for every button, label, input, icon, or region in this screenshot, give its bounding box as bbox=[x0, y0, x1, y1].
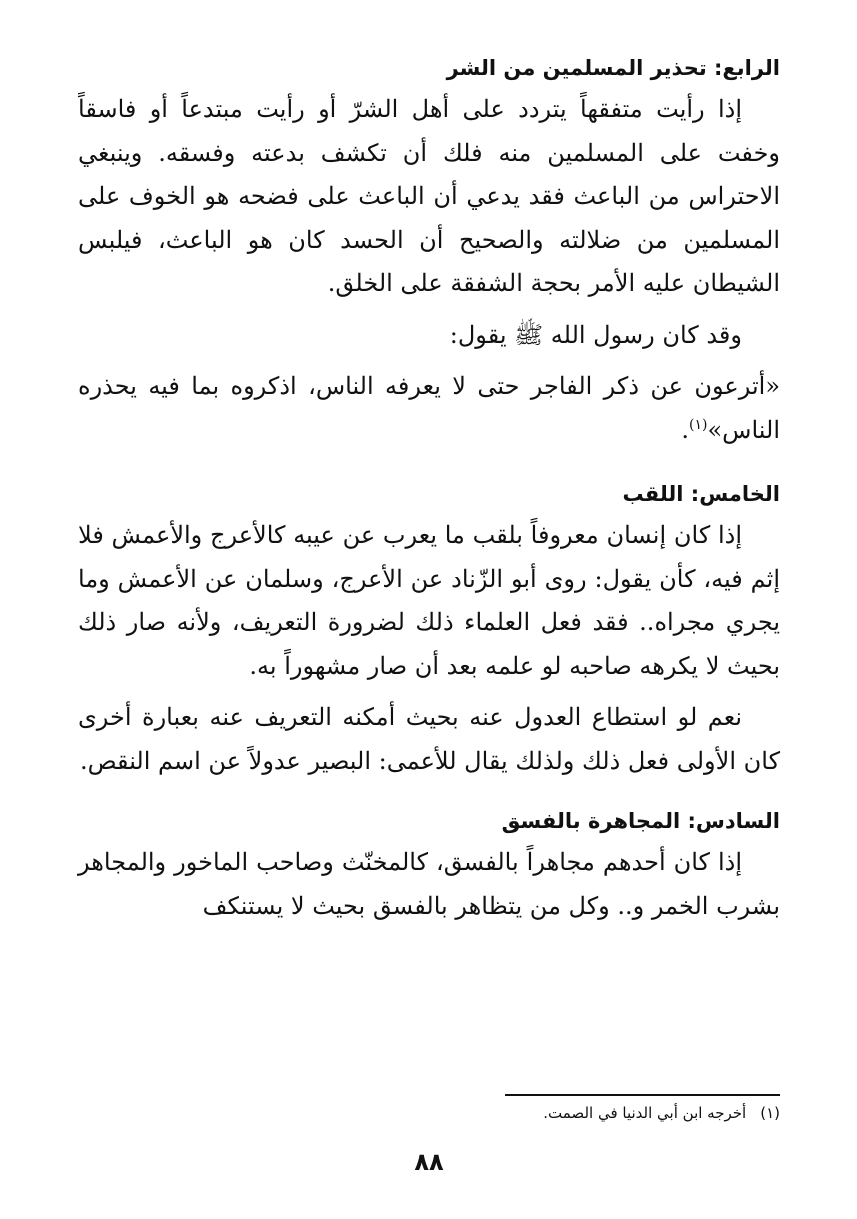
paragraph: إذا رأيت متفقهاً يتردد على أهل الشرّ أو رأيت مبتدعاً أو فاسقاً وخفت على المسلمين منه فلك أن تكشف بدعته وفسقه. وينبغي الاحتراس من الباعث فقد يدعي أن الباعث على فضحه هو الخوف على المسلمين من ضلالته والصحيح أن الحسد كان هو الباعث، فيلبس الشيطان عليه الأمر بحجة الشفقة على الخلق. bbox=[78, 95, 780, 297]
quote-end: . bbox=[681, 415, 690, 444]
section-heading-fifth: الخامس: اللقب bbox=[622, 482, 780, 506]
footnote-separator bbox=[505, 1094, 780, 1096]
paragraph: إذا كان أحدهم مجاهراً بالفسق، كالمخنّث وصاحب الماخور والمجاهر بشرب الخمر و.. وكل من يتظاهر بالفسق بحيث لا يستنكف bbox=[78, 848, 780, 920]
paragraph: نعم لو استطاع العدول عنه بحيث أمكنه التعريف عنه بعبارة أخرى كان الأولى فعل ذلك ولذلك يقال للأعمى: البصير عدولاً عن اسم النقص. bbox=[78, 703, 780, 775]
hadith-text: «أترعون عن ذكر الفاجر حتى لا يعرفه الناس، اذكروه بما فيه يحذره الناس» bbox=[78, 372, 780, 444]
section-heading-sixth: السادس: المجاهرة بالفسق bbox=[501, 809, 780, 833]
hadith-quote bbox=[78, 365, 780, 452]
footnote-number: (١) bbox=[760, 1104, 780, 1122]
page-number: ٨٨ bbox=[414, 1148, 444, 1176]
footnote bbox=[543, 1102, 780, 1124]
paragraph: وقد كان رسول الله ﷺ يقول: bbox=[449, 320, 742, 349]
footnote-marker[interactable]: (١) bbox=[689, 416, 708, 433]
footnote-text: أخرجه ابن أبي الدنيا في الصمت. bbox=[543, 1104, 747, 1122]
section-heading-fourth: الرابع: تحذير المسلمين من الشر bbox=[446, 56, 780, 80]
paragraph: إذا كان إنسان معروفاً بلقب ما يعرب عن عيبه كالأعرج والأعمش فلا إثم فيه، كأن يقول: روى أبو الزّناد عن الأعرج، وسلمان عن الأعمش وما يجري مجراه.. فقد فعل العلماء ذلك لضرورة التعريف، ولأنه صار ذلك بحيث لا يكرهه صاحبه لو علمه بعد أن صار مشهوراً به. bbox=[78, 521, 780, 680]
book-page bbox=[78, 48, 780, 1198]
